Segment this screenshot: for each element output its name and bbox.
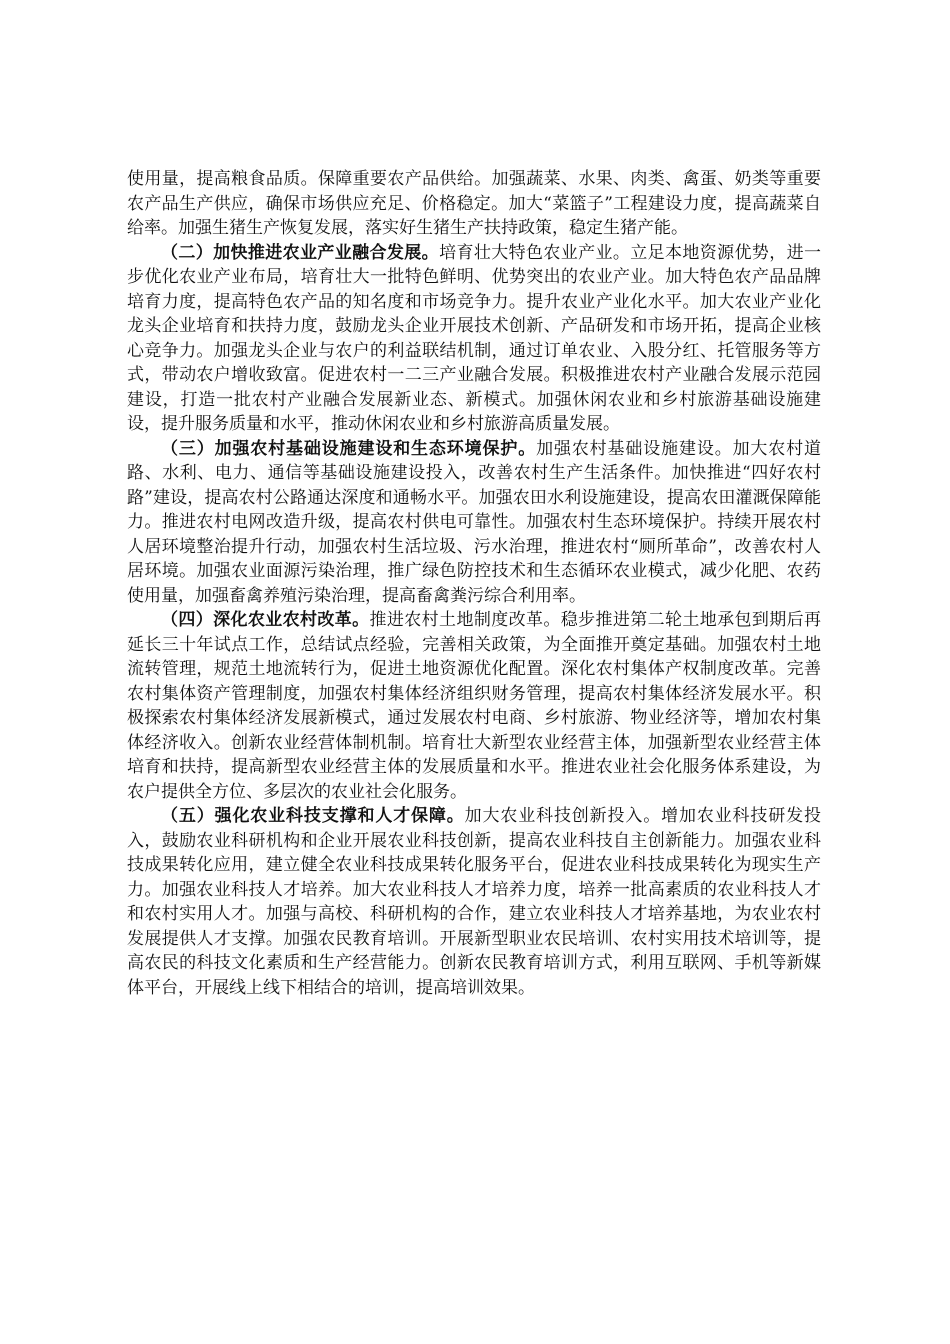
paragraph-section-5 [127, 804, 821, 1000]
section-heading: （二）加快推进农业产业融合发展。 [161, 242, 440, 263]
paragraph-section-2 [127, 241, 821, 437]
section-heading: （五）强化农业科技支撑和人才保障。 [161, 806, 465, 826]
paragraph-body: 加大农业科技创新投入。增加农业科技研发投入，鼓励农业科研机构和企业开展农业科技创新，提高农业科技自主创新能力。加强农业科技成果转化应用，建立健全农业科技成果转化服务平台，促进农业科技成果转化为现实生产力。加强农业科技人才培养。加大农业科技人才培养力度，培养一批高素质的农业科技人才和农村实用人才。加强与高校、科研机构的合作，建立农业科技人才培养基地，为农业农村发展提供人才支撑。加强农民教育培训。开展新型职业农民培训、农村实用技术培训等，提高农民的科技文化素质和生产经营能力。创新农民教育培训方式，利用互联网、手机等新媒体平台，开展线上线下相结合的培训，提高培训效果。 [127, 806, 822, 998]
paragraph-body: 推进农村土地制度改革。稳步推进第二轮土地承包到期后再延长三十年试点工作，总结试点经验，完善相关政策，为全面推开奠定基础。加强农村土地流转管理，规范土地流转行为，促进土地资源优化配置。深化农村集体产权制度改革。完善农村集体资产管理制度，加强农村集体经济组织财务管理，提高农村集体经济发展水平。积极探索农村集体经济发展新模式，通过发展农村电商、乡村旅游、物业经济等，增加农村集体经济收入。创新农业经营体制机制。培育壮大新型农业经营主体，加强新型农业经营主体培育和扶持，提高新型农业经营主体的发展质量和水平。推进农业社会化服务体系建设，为农户提供全方位、多层次的农业社会化服务。 [127, 610, 822, 802]
section-heading: （四）深化农业农村改革。 [161, 610, 370, 630]
document-page [127, 167, 821, 1000]
paragraph-section-4 [127, 608, 821, 804]
paragraph-continued [127, 167, 821, 241]
section-heading: （三）加强农村基础设施建设和生态环境保护。 [161, 438, 537, 459]
paragraph-body: 使用量，提高粮食品质。保障重要农产品供给。加强蔬菜、水果、肉类、禽蛋、奶类等重要农产品生产供应，确保市场供应充足、价格稳定。加大“菜篮子”工程建设力度，提高蔬菜自给率。加强生猪生产恢复发展，落实好生猪生产扶持政策，稳定生猪产能。 [127, 169, 821, 238]
paragraph-body: 加强农村基础设施建设。加大农村道路、水利、电力、通信等基础设施建设投入，改善农村生产生活条件。加快推进“四好农村路”建设，提高农村公路通达深度和通畅水平。加强农田水利设施建设，提高农田灌溉保障能力。推进农村电网改造升级，提高农村供电可靠性。加强农村生态环境保护。持续开展农村人居环境整治提升行动，加强农村生活垃圾、污水治理，推进农村“厕所革命”，改善农村人居环境。加强农业面源污染治理，推广绿色防控技术和生态循环农业模式，减少化肥、农药使用量，加强畜禽养殖污染治理，提高畜禽粪污综合利用率。 [127, 438, 822, 606]
paragraph-section-3 [127, 437, 821, 609]
paragraph-body: 培育壮大特色农业产业。立足本地资源优势，进一步优化农业产业布局，培育壮大一批特色鲜明、优势突出的农业产业。加大特色农产品品牌培育力度，提高特色农产品的知名度和市场竞争力。提升农业产业化水平。加大农业产业化龙头企业培育和扶持力度，鼓励龙头企业开展技术创新、产品研发和市场开拓，提高企业核心竞争力。加强龙头企业与农户的利益联结机制，通过订单农业、入股分红、托管服务等方式，带动农户增收致富。促进农村一二三产业融合发展。积极推进农村产业融合发展示范园建设，打造一批农村产业融合发展新业态、新模式。加强休闲农业和乡村旅游基础设施建设，提升服务质量和水平，推动休闲农业和乡村旅游高质量发展。 [127, 242, 822, 434]
